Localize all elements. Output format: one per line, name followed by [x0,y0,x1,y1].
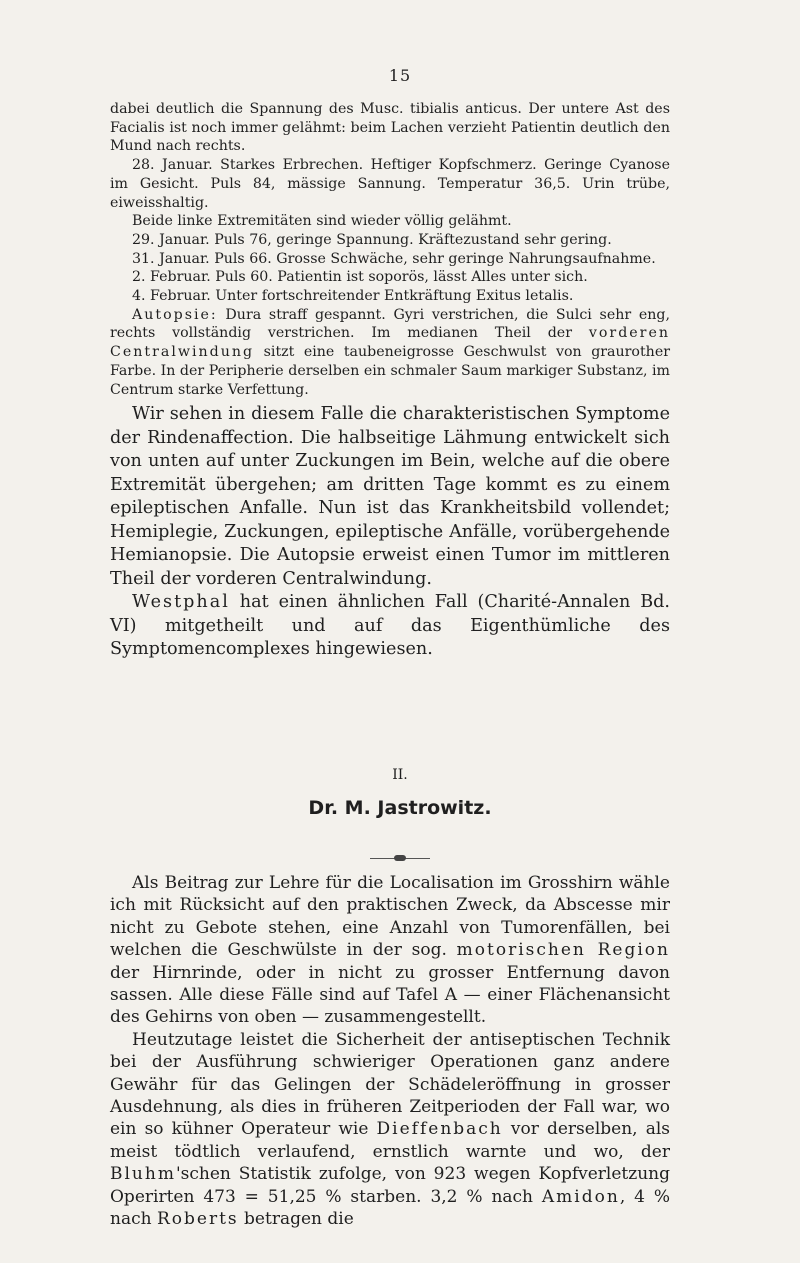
body-text: , 4 % nach [110,1186,670,1230]
autopsy-text: sitzt eine taubeneigrosse Geschwulst von graurother Farbe. In der Peripherie derselben ein schmaler Saum markiger Substanz, im Centrum starke Verfettung. [110,344,670,398]
body-text: 'schen Statistik zufolge, von 923 wegen Kopfverletzung Operirten 473 = 51,25 % starben. 3,2 % nach [110,1164,670,1207]
autopsy-label: Autopsie: [132,306,218,323]
note-paragraph: dabei deutlich die Spannung des Musc. tibialis anticus. Der untere Ast des Facialis ist noch immer gelähmt: beim Lachen verzieht Patientin deutlich den Mund nach rechts. [110,101,670,155]
author-name: Roberts [156,1209,239,1230]
note-paragraph: 4. Februar. Unter fortschreitender Entkräftung Exitus letalis. [132,288,574,305]
spaced-term: motorischen Region [456,940,670,961]
page-number: 15 [388,66,412,85]
body-text: Als Beitrag zur Lehre für die Localisation im Grosshirn wähle ich mit Rücksicht auf den praktischen Zweck, da Abscesse mir nicht zu Gebote stehen, eine Anzahl von Tumorenfällen, bei welchen die Geschwülste in der sog. [110,873,670,961]
body-text: Heutzutage leistet die Sicherheit der antiseptischen Technik bei der Ausführung schwieriger Operationen ganz andere Gewähr für das Gelingen der Schädeleröffnung in grosser Ausdehnung, als dies in früheren Zeitperioden der Fall war, wo ein so kühner Operateur wie [110,1029,670,1140]
discussion-text: hat einen ähnlichen Fall (Charité-Annalen Bd. VI) mitgetheilt und auf das Eigenthümliche des Symptomencomplexes hingewiesen. [110,592,670,659]
section-author: Dr. M. Jastrowitz. [308,797,492,819]
note-paragraph: Beide linke Extremitäten sind wieder völlig gelähmt. [132,213,512,230]
section-number: II. [392,767,408,783]
discussion-paragraph [110,591,670,662]
discussion [110,403,670,662]
body-text: vor derselben, als meist tödtlich verlaufend, ernstlich warnte und wo, der [110,1119,670,1162]
author-name: Dieffenbach [376,1119,503,1140]
divider-ornament [394,855,406,861]
body-text: betragen die [238,1209,354,1230]
body-paragraph [110,1029,670,1231]
note-paragraph: 2. Februar. Puls 60. Patientin ist soporös, lässt Alles unter sich. [132,269,588,286]
case-notes [110,100,670,399]
discussion-paragraph: Wir sehen in diesem Falle die charakteristischen Symptome der Rindenaffection. Die halbseitige Lähmung entwickelt sich von unten auf unter Zuckungen im Bein, welche auf die obere Extremität übergehen; am dritten Tage kommt es zu einem epileptischen Anfalle. Nun ist das Krankheitsbild vollendet; Hemiplegie, Zuckungen, epileptische Anfälle, vorübergehende Hemianopsie. Die Autopsie erweist einen Tumor im mittleren Theil der vorderen Centralwindung. [110,404,670,589]
note-paragraph: 29. Januar. Puls 76, geringe Spannung. Kräftezustand sehr gering. [132,231,612,248]
article-body [110,872,670,1231]
note-paragraph: 28. Januar. Starkes Erbrechen. Heftiger Kopfschmerz. Geringe Cyanose im Gesicht. Puls 84, mässige Sannung. Temperatur 36,5. Urin trübe, eiweisshaltig. [110,157,670,211]
body-paragraph [110,872,670,1029]
autopsy-text: Dura straff gespannt. Gyri verstrichen, die Sulci sehr eng, rechts vollständig verstrichen. Im medianen Theil der [110,306,670,342]
author-name: Westphal [132,592,230,612]
autopsy-paragraph [110,306,670,400]
autopsy-location: vorderen Centralwindung [110,325,670,361]
body-text: der Hirnrinde, oder in nicht zu grosser Entfernung davon sassen. Alle diese Fälle sind auf Tafel A — einer Flächenansicht des Gehirns von oben — zusammengestellt. [110,962,670,1028]
author-name: Bluhm [110,1164,176,1185]
author-name: Amidon [541,1186,620,1207]
note-paragraph: 31. Januar. Puls 66. Grosse Schwäche, sehr geringe Nahrungsaufnahme. [132,250,656,267]
